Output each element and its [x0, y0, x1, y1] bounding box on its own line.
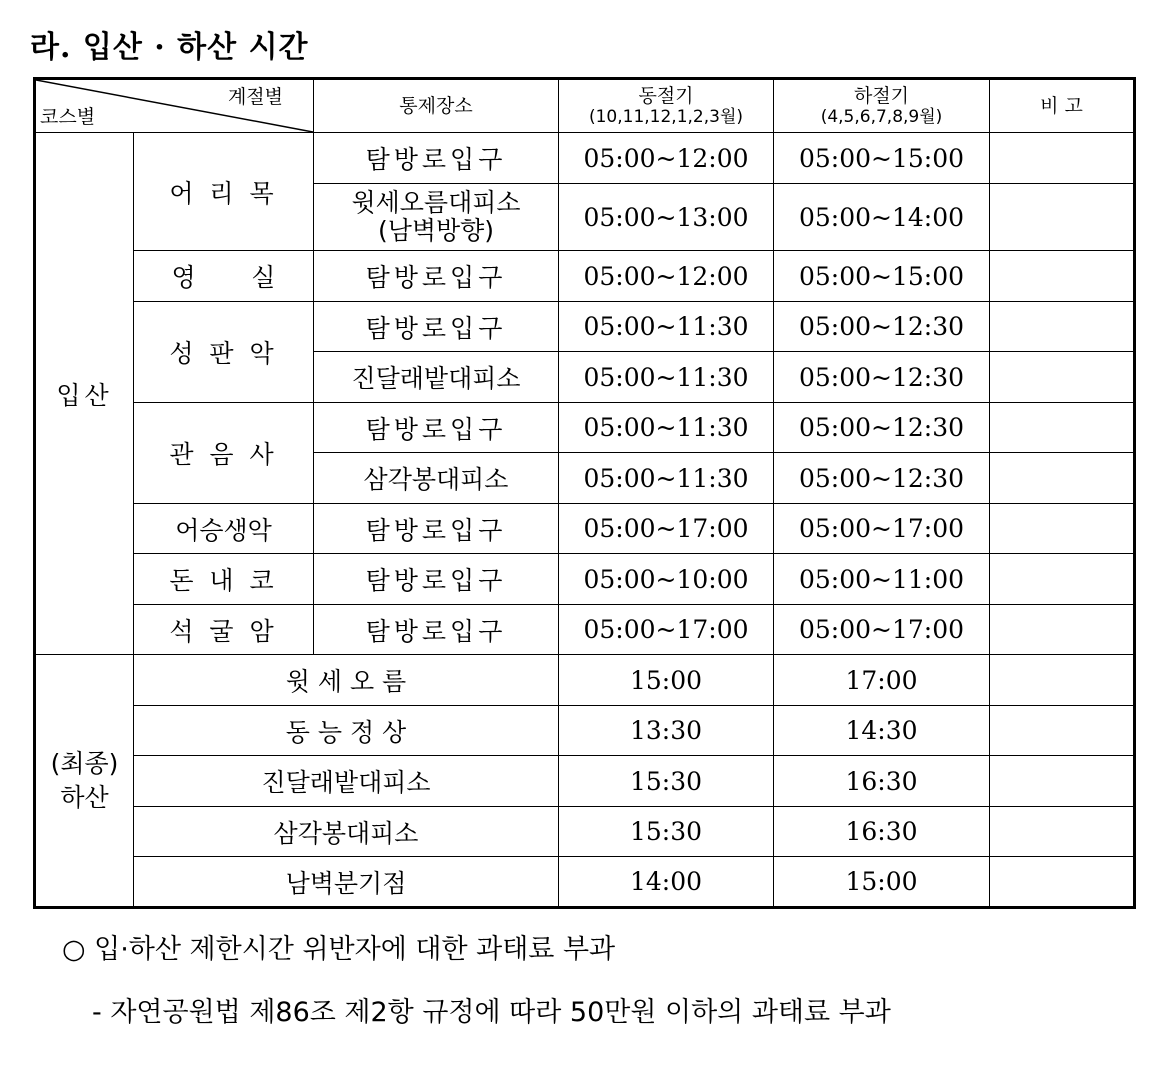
course-axis-label: 코스별 — [40, 106, 96, 128]
table-row — [35, 655, 1135, 706]
course-name: 영 실 — [134, 251, 314, 302]
control-place: 삼각봉대피소 — [314, 453, 559, 504]
course-name: 어 리 목 — [134, 133, 314, 251]
remark-cell — [990, 504, 1135, 554]
descent-place: 삼각봉대피소 — [134, 807, 559, 857]
winter-time: 05:00~13:00 — [559, 184, 774, 251]
penalty-note: ○ 입·하산 제한시간 위반자에 대한 과태료 부과 — [62, 934, 616, 965]
course-name: 성 판 악 — [134, 302, 314, 403]
winter-time: 15:00 — [559, 655, 774, 706]
course-name: 관 음 사 — [134, 403, 314, 504]
remark-cell — [990, 807, 1135, 857]
schedule-table — [33, 77, 1136, 909]
summer-time: 05:00~11:00 — [774, 554, 990, 605]
summer-time: 05:00~15:00 — [774, 133, 990, 184]
group-label-down: (최종) 하산 — [35, 655, 134, 908]
summer-time: 17:00 — [774, 655, 990, 706]
summer-time: 05:00~12:30 — [774, 403, 990, 453]
winter-time: 13:30 — [559, 706, 774, 756]
remark-cell — [990, 184, 1135, 251]
table-row — [35, 605, 1135, 655]
winter-time: 05:00~17:00 — [559, 605, 774, 655]
remark-cell — [990, 756, 1135, 807]
control-place-header: 통제장소 — [314, 79, 559, 133]
group-label-up: 입산 — [35, 133, 134, 655]
summer-time: 05:00~14:00 — [774, 184, 990, 251]
summer-time: 05:00~17:00 — [774, 504, 990, 554]
remark-cell — [990, 352, 1135, 403]
remark-cell — [990, 554, 1135, 605]
table-row — [35, 807, 1135, 857]
course-name: 돈 내 코 — [134, 554, 314, 605]
summer-time: 05:00~17:00 — [774, 605, 990, 655]
control-place: 탐방로입구 — [314, 504, 559, 554]
remark-cell — [990, 857, 1135, 908]
winter-time: 05:00~12:00 — [559, 133, 774, 184]
remark-cell — [990, 453, 1135, 504]
winter-time: 05:00~11:30 — [559, 403, 774, 453]
table-row — [35, 554, 1135, 605]
descent-place: 남벽분기점 — [134, 857, 559, 908]
winter-time: 05:00~10:00 — [559, 554, 774, 605]
remark-cell — [990, 133, 1135, 184]
control-place: 진달래밭대피소 — [314, 352, 559, 403]
table-row — [35, 504, 1135, 554]
control-place: 탐방로입구 — [314, 302, 559, 352]
course-name: 석 굴 암 — [134, 605, 314, 655]
remark-cell — [990, 251, 1135, 302]
descent-place: 윗 세 오 름 — [134, 655, 559, 706]
winter-header — [559, 79, 774, 133]
summer-time: 05:00~12:30 — [774, 352, 990, 403]
descent-place: 진달래밭대피소 — [134, 756, 559, 807]
winter-time: 05:00~11:30 — [559, 302, 774, 352]
control-place: 탐방로입구 — [314, 133, 559, 184]
diagonal-header-cell — [35, 79, 314, 133]
remark-cell — [990, 605, 1135, 655]
remark-cell — [990, 706, 1135, 756]
summer-time: 05:00~12:30 — [774, 302, 990, 352]
remark-cell — [990, 403, 1135, 453]
winter-months: (10,11,12,1,2,3월) — [588, 106, 744, 127]
winter-time: 05:00~11:30 — [559, 352, 774, 403]
winter-time: 15:30 — [559, 807, 774, 857]
control-place: 탐방로입구 — [314, 403, 559, 453]
winter-time: 05:00~12:00 — [559, 251, 774, 302]
summer-time: 14:30 — [774, 706, 990, 756]
control-place: 탐방로입구 — [314, 605, 559, 655]
remark-header: 비 고 — [990, 79, 1135, 133]
winter-time: 14:00 — [559, 857, 774, 908]
remark-cell — [990, 655, 1135, 706]
table-row — [35, 857, 1135, 908]
summer-time: 16:30 — [774, 807, 990, 857]
header-row — [35, 79, 1135, 133]
winter-time: 15:30 — [559, 756, 774, 807]
remark-cell — [990, 302, 1135, 352]
season-axis-label: 계절별 — [227, 86, 283, 108]
table-row — [35, 302, 1135, 352]
summer-label: 하절기 — [853, 84, 910, 107]
summer-time: 15:00 — [774, 857, 990, 908]
control-place: 윗세오름대피소 (남벽방향) — [314, 184, 559, 251]
page-title: 라. 입산 · 하산 시간 — [30, 30, 309, 65]
winter-time: 05:00~11:30 — [559, 453, 774, 504]
control-place: 탐방로입구 — [314, 554, 559, 605]
table-row — [35, 251, 1135, 302]
penalty-detail: - 자연공원법 제86조 제2항 규정에 따라 50만원 이하의 과태료 부과 — [92, 997, 891, 1028]
summer-time: 16:30 — [774, 756, 990, 807]
summer-header — [774, 79, 990, 133]
table-row — [35, 133, 1135, 184]
summer-months: (4,5,6,7,8,9월) — [820, 106, 943, 127]
summer-time: 05:00~12:30 — [774, 453, 990, 504]
summer-time: 05:00~15:00 — [774, 251, 990, 302]
table-row — [35, 706, 1135, 756]
table-row — [35, 756, 1135, 807]
table-row — [35, 403, 1135, 453]
control-place: 탐방로입구 — [314, 251, 559, 302]
descent-place: 동 능 정 상 — [134, 706, 559, 756]
winter-label: 동절기 — [638, 84, 694, 107]
winter-time: 05:00~17:00 — [559, 504, 774, 554]
course-name: 어승생악 — [134, 504, 314, 554]
